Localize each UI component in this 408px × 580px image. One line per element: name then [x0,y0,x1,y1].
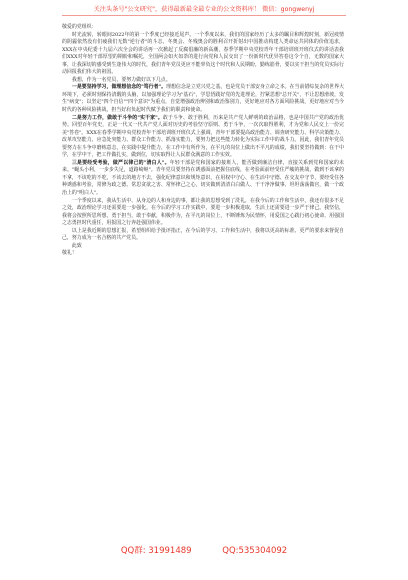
paragraph-closing: 以上是我近期的思想汇报，希望组织给予批评指正，在今后的学习、工作和生活中，我将以更高的标准、更严的要求来督促自己，努力成为一名合格的共产党员。 [62,227,344,242]
section-one-body: 理想信念是立党兴党之基，也是党员干部安身立命之本。在当前错综复杂的世界大环境下，必须时刻保持清醒的头脑，以加强理论学习为"基石"，学思悟践好党的先进理论，拧紧思想"总开关"，不让思想滑坡，发生"病变"；以坚定"四个自信""四个意识"为重点，自觉增强政治辨别和政治鉴别力，更好地应对各方面风险挑战，更好地应对当今时代的各种风险挑战，担当好肩负起时代赋予我们的职责和使命。 [62,84,344,114]
section-two-heading: 二是努力工作，做敢于斗争的"实干家"。 [71,114,163,121]
header-divider [62,15,346,16]
section-one-heading: 一是要坚持学习，做理想信念的"笃行者"。 [71,84,167,91]
section-three [62,160,344,198]
paragraph-summary: 一个季度以来，我从生活中、从身边的人和身边的事，都让我的思想受到了洗礼，在我今后的工作和生活中，我还有很多不足之处，政治理论学习还需要进一步强化，在今后的学习工作实践中，要进一步积极进取，生活上还需要进一步严于律己。我坚信，我将会按照所思所想，勇于担当，敢于奉献，积极作为，在平凡的岗位上，不断锤炼为民情怀，用爱国之心践行初心使命，用强国之志勇担时代重任，用报国之行奔赴强国伟业。 [62,197,344,227]
section-three-body: 年轻干部是党和国家的接班人，能否做到廉洁自律，直接关系到党和国家的未来。"蝇头小利，一步步失足，道路崎岖"。青年党员要坚持在诱惑面前把握住底线，在考验面前经受住严峻的挑战，做到不该拿的不拿，不该吃的不吃，不该去的地方不去，强化纪律意识和规矩意识，在用权中守心、在生活中守德、在交友中守节，要经受住各种诱惑和考验，常修为政之德、常思贪欲之害、常怀律己之心，切实做到清清白白做人、干干净净做事、坦坦荡荡做官，做一个政治上的"明白人"。 [62,159,344,197]
footer-contact [0,544,408,556]
signoff-line-2: 敬礼！ [62,250,77,257]
paragraph-intro: 时光流转，转眼间2022年的第一个季度已经接近尾声。一个季度以来，我们的国家经历了太多的瞩目和辉煌时刻，新冠疫情的阴霾依然没有们疲我们无数"逆行者"的斗志，冬奥会、冬残奥会的胜利召开折射出中国推动构建人类命运共同体的价值追求，XXX在中央纪委十九届六次全会的讲话再一次掀起了反腐倡廉的新高潮，春季学期中央党校青年干部培训班开班仪式的讲话表我们XXX对年轻干部厚望的期盼和嘱托，全国两会如火如荼的进行向党和人民交出了一份新时代优异答卷这令个自，无数的国家大事，让我深切的感受到生逢伟大的时代，我们青年党员更应不能辜负这个时代和人民期盼，勤练筋骨，要以实干担当的党员实际行动回报我们伟大的祖国。 [62,31,344,76]
section-one [62,84,344,114]
paragraph-transition: 我想，作为一名党员，要努力做好以下几点。 [71,76,171,83]
header-banner: 关注头条号"公文研究"，获得最新最全最专业的公文资料库！ 微信：gongwenyj [93,6,315,13]
section-two [62,115,344,160]
footer-qq-group: QQ群: 31991489 [120,546,192,556]
footer-qq: QQ:535304092 [222,546,288,556]
section-two-body: 敢于斗争、敢于胜利，历来是共产党人鲜明的政治品格，也是中国共产党的政治优势。回望百年党史，正是一代又一代共产党人面对历史的考验坚守原则、勇于斗争，一次次取得胜利，才为党和人民交上一份完美"答卷"。XXX在春季学期中央党校青年干部培训班开班仪式上强调，青年干部要提高政治能力、调查研究能力、科学决策能力、改革攻坚能力、应急处突能力、群众工作能力、抓落实能力，要努力把这些能力转化为实际工作中的战斗力。因此，我们青年党员要努力在斗争中磨练意志，在实践中提升能力，在工作中有所作为，在平凡的岗位上做出不平凡的成绩，我们要坚持做到：在干中学，在学中干，把工作做扎实，做到位，切实取得让人民群众满意的工作实效。 [62,114,344,159]
salutation: 敬爱的党组织： [62,24,97,30]
section-three-heading: 三是要经受考验，做严以律己的"清白人"。 [71,159,170,166]
signoff-line-1: 此致 [71,242,82,249]
report-body [62,24,344,258]
